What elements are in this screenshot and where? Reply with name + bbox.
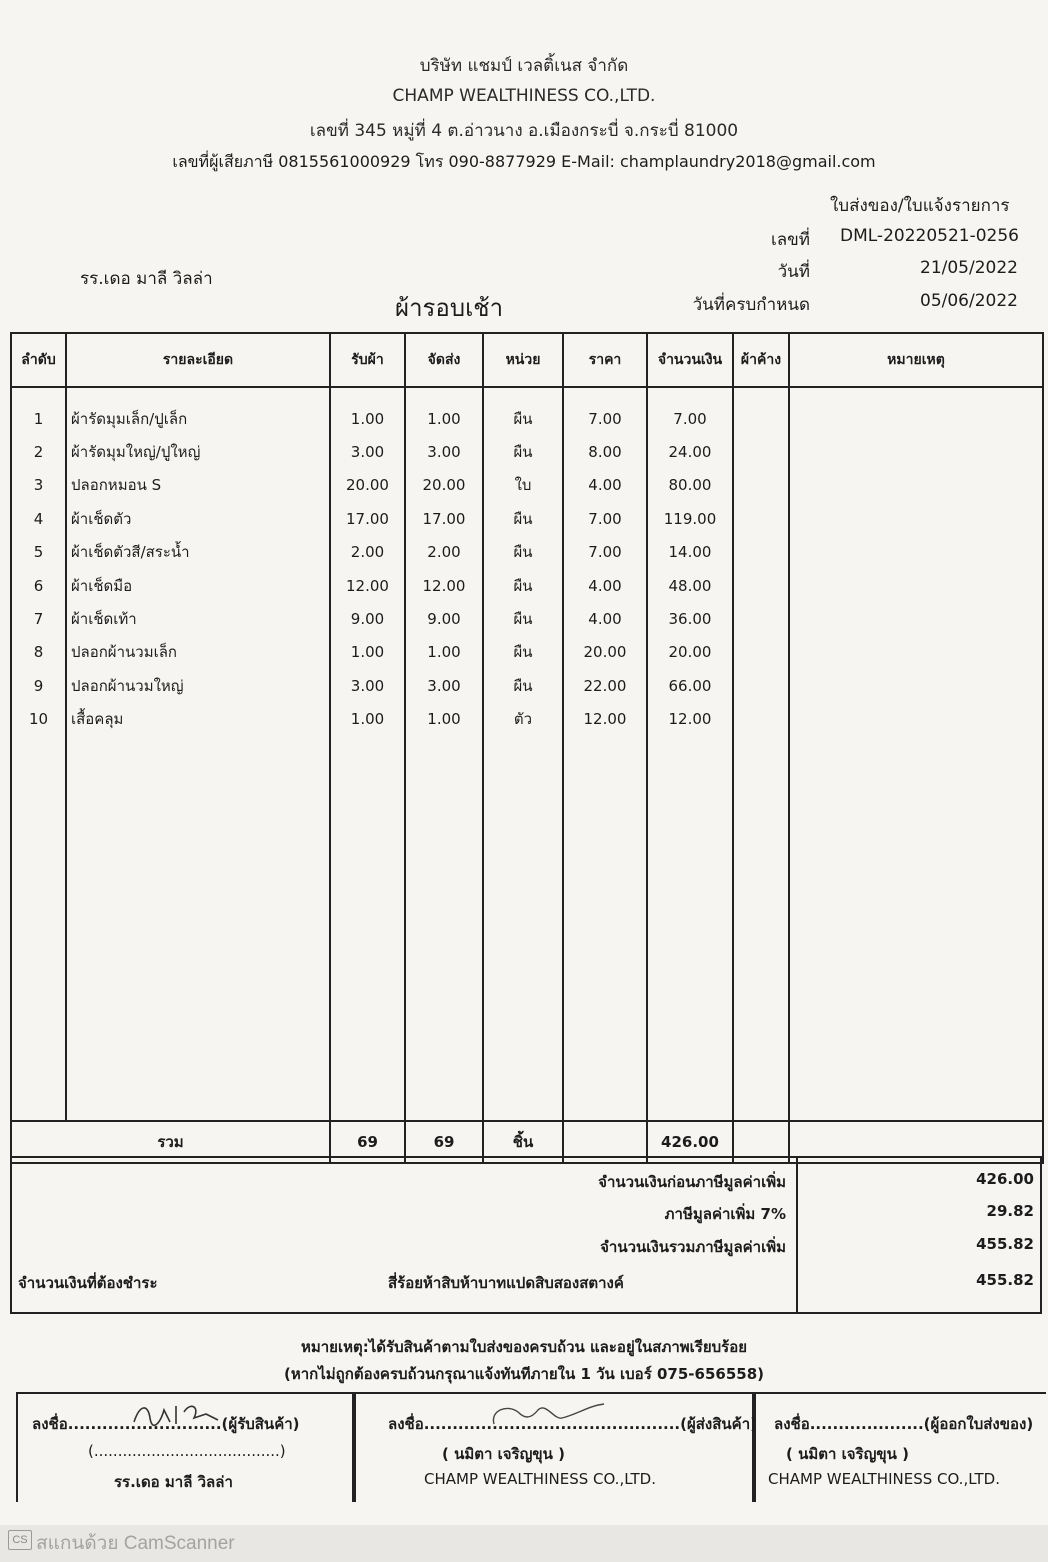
- table-row: [11, 569, 1043, 602]
- doc-date-value: 21/05/2022: [920, 258, 1018, 278]
- row-unit: ผืน: [483, 387, 563, 435]
- row-pending: [733, 703, 789, 736]
- row-unit: ตัว: [483, 703, 563, 736]
- row-description: ผ้าเช็ดเท้า: [66, 602, 330, 635]
- row-unit: ผืน: [483, 502, 563, 535]
- row-price: 7.00: [563, 536, 647, 569]
- doc-due-label: วันที่ครบกำหนด: [692, 295, 810, 315]
- row-sent: 17.00: [405, 502, 483, 535]
- row-remark: [789, 435, 1043, 468]
- row-received: 17.00: [330, 502, 405, 535]
- row-description: ผ้าเช็ดตัวสี/สระน้ำ: [66, 536, 330, 569]
- row-pending: [733, 536, 789, 569]
- receiver-signature-box: [16, 1392, 354, 1502]
- note-line-2: (หากไม่ถูกต้องครบถ้วนกรุณาแจ้งทันทีภายใน 1 วัน เบอร์ 075-656558): [284, 1365, 764, 1383]
- company-name-thai: บริษัท แชมป์ เวลติ้เนส จำกัด: [419, 56, 629, 76]
- sender-signature-scribble: [488, 1396, 608, 1430]
- row-description: ผ้ารัดมุมใหญ่/ปูใหญ่: [66, 435, 330, 468]
- table-row: [11, 669, 1043, 702]
- summary-box: [10, 1156, 1042, 1314]
- row-amount: 20.00: [647, 636, 733, 669]
- row-remark: [789, 502, 1043, 535]
- sender-name: ( นมิตา เจริญขุน ): [442, 1445, 565, 1463]
- row-price: 4.00: [563, 569, 647, 602]
- row-pending: [733, 636, 789, 669]
- incl-vat-label: จำนวนเงินรวมภาษีมูลค่าเพิ่ม: [600, 1238, 786, 1256]
- row-description: ปลอกผ้านวมใหญ่: [66, 669, 330, 702]
- table-row: [11, 469, 1043, 502]
- row-unit: ผืน: [483, 435, 563, 468]
- issuer-organization: CHAMP WEALTHINESS CO.,LTD.: [768, 1470, 1000, 1488]
- row-price: 4.00: [563, 469, 647, 502]
- row-description: เสื้อคลุม: [66, 703, 330, 736]
- total-label: รวม: [11, 1121, 330, 1163]
- row-unit: ผืน: [483, 669, 563, 702]
- camscanner-watermark: สแกนด้วย CamScanner: [36, 1533, 235, 1554]
- row-unit: ผืน: [483, 636, 563, 669]
- payable-in-words: สี่ร้อยห้าสิบห้าบาทแปดสิบสองสตางค์: [388, 1274, 624, 1292]
- row-no: 9: [11, 669, 66, 702]
- row-pending: [733, 502, 789, 535]
- col-header-sent: จัดส่ง: [405, 333, 483, 387]
- col-header-remark: หมายเหตุ: [789, 333, 1043, 387]
- issuer-name: ( นมิตา เจริญขุน ): [786, 1445, 909, 1463]
- row-remark: [789, 636, 1043, 669]
- row-no: 2: [11, 435, 66, 468]
- row-description: ผ้ารัดมุมเล็ก/ปูเล็ก: [66, 387, 330, 435]
- row-no: 10: [11, 703, 66, 736]
- row-sent: 9.00: [405, 602, 483, 635]
- col-header-description: รายละเอียด: [66, 333, 330, 387]
- incl-vat-value: 455.82: [976, 1235, 1034, 1253]
- row-no: 1: [11, 387, 66, 435]
- payable-label: จำนวนเงินที่ต้องชำระ: [18, 1274, 158, 1292]
- total-sent: 69: [405, 1121, 483, 1163]
- pre-vat-value: 426.00: [976, 1170, 1034, 1188]
- row-sent: 1.00: [405, 703, 483, 736]
- table-row: [11, 703, 1043, 736]
- row-unit: ใบ: [483, 469, 563, 502]
- row-received: 3.00: [330, 435, 405, 468]
- sender-sign-line: ลงชื่อ.............................................(ผู้ส่งสินค้า): [388, 1415, 757, 1433]
- row-amount: 24.00: [647, 435, 733, 468]
- col-header-received: รับผ้า: [330, 333, 405, 387]
- table-row: [11, 636, 1043, 669]
- row-received: 2.00: [330, 536, 405, 569]
- row-amount: 36.00: [647, 602, 733, 635]
- row-no: 7: [11, 602, 66, 635]
- row-price: 12.00: [563, 703, 647, 736]
- row-sent: 2.00: [405, 536, 483, 569]
- vat-value: 29.82: [986, 1202, 1034, 1220]
- row-price: 8.00: [563, 435, 647, 468]
- row-received: 20.00: [330, 469, 405, 502]
- row-pending: [733, 669, 789, 702]
- row-price: 4.00: [563, 602, 647, 635]
- table-empty-space: [11, 736, 1043, 1121]
- row-pending: [733, 435, 789, 468]
- row-received: 9.00: [330, 602, 405, 635]
- col-header-no: ลำดับ: [11, 333, 66, 387]
- camscanner-logo-icon: CS: [8, 1530, 32, 1550]
- row-remark: [789, 569, 1043, 602]
- row-pending: [733, 569, 789, 602]
- row-price: 7.00: [563, 502, 647, 535]
- total-received: 69: [330, 1121, 405, 1163]
- col-header-unit: หน่วย: [483, 333, 563, 387]
- row-sent: 20.00: [405, 469, 483, 502]
- row-no: 6: [11, 569, 66, 602]
- row-received: 1.00: [330, 387, 405, 435]
- row-pending: [733, 387, 789, 435]
- row-received: 1.00: [330, 703, 405, 736]
- col-header-amount: จำนวนเงิน: [647, 333, 733, 387]
- company-address: เลขที่ 345 หมู่ที่ 4 ต.อ่าวนาง อ.เมืองกระบี่ จ.กระบี่ 81000: [309, 121, 739, 141]
- table-row: [11, 502, 1043, 535]
- row-description: ปลอกหมอน S: [66, 469, 330, 502]
- doc-number-label: เลขที่: [770, 230, 810, 250]
- table-row: [11, 435, 1043, 468]
- doc-date-label: วันที่: [777, 262, 810, 282]
- round-title: ผ้ารอบเช้า: [395, 294, 504, 322]
- receiver-name-blank: (.......................................): [88, 1442, 286, 1460]
- row-remark: [789, 669, 1043, 702]
- row-description: ผ้าเช็ดตัว: [66, 502, 330, 535]
- customer-name: รร.เดอ มาลี วิลล่า: [80, 269, 213, 289]
- receiver-sign-line: ลงชื่อ...........................(ผู้รับสินค้า): [32, 1415, 300, 1433]
- company-contact: เลขที่ผู้เสียภาษี 0815561000929 โทร 090-8877929 E-Mail: champlaundry2018@gmail.com: [172, 152, 876, 171]
- row-description: ปลอกผ้านวมเล็ก: [66, 636, 330, 669]
- row-sent: 12.00: [405, 569, 483, 602]
- table-row: [11, 387, 1043, 435]
- doc-number-value: DML-20220521-0256: [840, 226, 1019, 246]
- row-received: 12.00: [330, 569, 405, 602]
- row-amount: 7.00: [647, 387, 733, 435]
- col-header-price: ราคา: [563, 333, 647, 387]
- row-remark: [789, 469, 1043, 502]
- row-received: 3.00: [330, 669, 405, 702]
- document-title: ใบส่งของ/ใบแจ้งรายการ: [830, 196, 1010, 216]
- row-amount: 80.00: [647, 469, 733, 502]
- row-remark: [789, 703, 1043, 736]
- issuer-signature-box: [754, 1392, 1046, 1502]
- row-amount: 14.00: [647, 536, 733, 569]
- table-header-row: [11, 333, 1043, 387]
- row-sent: 1.00: [405, 636, 483, 669]
- total-amount: 426.00: [647, 1121, 733, 1163]
- row-remark: [789, 536, 1043, 569]
- row-price: 20.00: [563, 636, 647, 669]
- sender-signature-box: [354, 1392, 757, 1502]
- items-table: [10, 332, 1044, 1164]
- total-unit: ชิ้น: [483, 1121, 563, 1163]
- table-row: [11, 602, 1043, 635]
- row-sent: 1.00: [405, 387, 483, 435]
- row-price: 22.00: [563, 669, 647, 702]
- row-no: 8: [11, 636, 66, 669]
- row-sent: 3.00: [405, 669, 483, 702]
- row-pending: [733, 469, 789, 502]
- row-amount: 12.00: [647, 703, 733, 736]
- vat-label: ภาษีมูลค่าเพิ่ม 7%: [664, 1205, 786, 1223]
- company-name-english: CHAMP WEALTHINESS CO.,LTD.: [392, 86, 656, 106]
- row-price: 7.00: [563, 387, 647, 435]
- receiver-signature-scribble: [130, 1398, 226, 1430]
- row-amount: 119.00: [647, 502, 733, 535]
- row-description: ผ้าเช็ดมือ: [66, 569, 330, 602]
- row-no: 3: [11, 469, 66, 502]
- payable-value: 455.82: [976, 1271, 1034, 1289]
- receiver-organization: รร.เดอ มาลี วิลล่า: [114, 1473, 233, 1491]
- row-unit: ผืน: [483, 536, 563, 569]
- table-row: [11, 536, 1043, 569]
- row-unit: ผืน: [483, 569, 563, 602]
- row-unit: ผืน: [483, 602, 563, 635]
- row-pending: [733, 602, 789, 635]
- row-remark: [789, 387, 1043, 435]
- row-no: 4: [11, 502, 66, 535]
- row-sent: 3.00: [405, 435, 483, 468]
- row-no: 5: [11, 536, 66, 569]
- row-amount: 48.00: [647, 569, 733, 602]
- pre-vat-label: จำนวนเงินก่อนภาษีมูลค่าเพิ่ม: [598, 1173, 786, 1191]
- col-header-pending: ผ้าค้าง: [733, 333, 789, 387]
- row-amount: 66.00: [647, 669, 733, 702]
- row-remark: [789, 602, 1043, 635]
- doc-due-value: 05/06/2022: [920, 291, 1018, 311]
- issuer-sign-line: ลงชื่อ....................(ผู้ออกใบส่งของ): [774, 1415, 1034, 1433]
- sender-organization: CHAMP WEALTHINESS CO.,LTD.: [424, 1470, 656, 1488]
- row-received: 1.00: [330, 636, 405, 669]
- note-line-1: หมายเหตุ:ได้รับสินค้าตามใบส่งของครบถ้วน และอยู่ในสภาพเรียบร้อย: [300, 1338, 748, 1356]
